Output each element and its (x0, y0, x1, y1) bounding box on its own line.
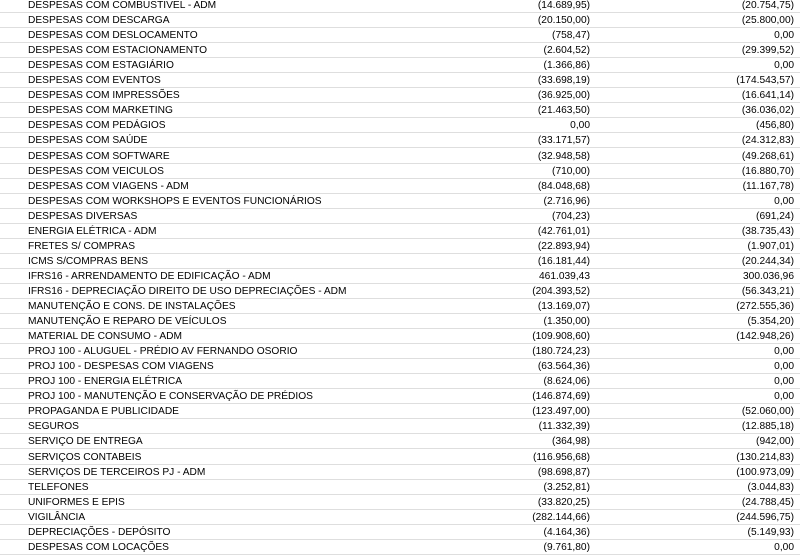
row-value-previous: (272.555,36) (736, 301, 794, 312)
row-value-current: (2.716,96) (543, 195, 590, 207)
row-description: UNIFORMES E EPIS (28, 496, 125, 508)
table-row (0, 299, 800, 314)
table-row (0, 450, 800, 465)
row-value-current: (710,00) (552, 165, 590, 177)
table-row (0, 359, 800, 374)
row-description: DESPESAS COM WORKSHOPS E EVENTOS FUNCIONÁRIOS (28, 195, 322, 207)
row-value-current: (146.874,69) (532, 391, 590, 403)
row-value-previous: 0,00 (774, 60, 794, 72)
row-value-current: (14.689,95) (537, 0, 590, 11)
row-value-previous: (100.973,09) (736, 466, 794, 478)
row-description: MANUTENÇÃO E REPARO DE VEÍCULOS (28, 316, 227, 328)
table-row (0, 510, 800, 525)
table-row (0, 284, 800, 299)
row-value-current: (364,98) (552, 436, 590, 448)
row-value-current: (3.252,81) (543, 481, 590, 493)
row-value-current: (20.150,00) (537, 15, 590, 27)
row-description: DESPESAS COM SAÚDE (28, 135, 148, 147)
row-value-previous: (1.907,01) (747, 240, 794, 252)
row-value-previous: 0,00 (774, 391, 794, 403)
table-row (0, 43, 800, 58)
row-value-current: (33.171,57) (537, 135, 590, 147)
row-value-current: (180.724,23) (532, 346, 590, 358)
row-value-current: (2.604,52) (543, 45, 590, 57)
row-value-previous: (5.354,20) (747, 316, 794, 328)
table-row (0, 28, 800, 43)
row-value-previous: (244.596,75) (736, 511, 794, 523)
row-description: PROPAGANDA E PUBLICIDADE (28, 406, 179, 418)
table-row (0, 419, 800, 434)
table-row (0, 194, 800, 209)
row-description: DESPESAS COM DESCARGA (28, 15, 170, 27)
row-value-previous: (56.343,21) (741, 285, 794, 297)
row-value-previous: (20.754,75) (741, 0, 794, 11)
table-row (0, 374, 800, 389)
table-row (0, 118, 800, 133)
table-row (0, 13, 800, 28)
row-value-current: (36.925,00) (537, 90, 590, 102)
row-description: FRETES S/ COMPRAS (28, 240, 135, 252)
row-description: MATERIAL DE CONSUMO - ADM (28, 331, 182, 343)
row-description: PROJ 100 - ENERGIA ELÉTRICA (28, 376, 182, 388)
row-value-previous: (142.948,26) (736, 331, 794, 343)
table-row (0, 164, 800, 179)
row-value-previous: (12.885,18) (741, 421, 794, 433)
row-description: SEGUROS (28, 421, 79, 433)
row-description: DESPESAS COM SOFTWARE (28, 150, 170, 162)
row-value-previous: (16.641,14) (741, 90, 794, 102)
row-value-current: (33.820,25) (537, 496, 590, 508)
row-description: DESPESAS COM VIAGENS - ADM (28, 180, 189, 192)
row-description: PROJ 100 - ALUGUEL - PRÉDIO AV FERNANDO OSORIO (28, 346, 298, 358)
row-description: DESPESAS COM LOCAÇÕES (28, 541, 169, 553)
row-description: SERVIÇO DE ENTREGA (28, 436, 143, 448)
table-row (0, 314, 800, 329)
table-row (0, 103, 800, 118)
table-row (0, 480, 800, 495)
row-value-current: (13.169,07) (537, 301, 590, 312)
row-description: DESPESAS COM MARKETING (28, 105, 173, 117)
row-description: DESPESAS COM DESLOCAMENTO (28, 30, 198, 42)
row-value-previous: (20.244,34) (741, 255, 794, 267)
row-description: DESPESAS COM ESTACIONAMENTO (28, 45, 208, 57)
table-row (0, 495, 800, 510)
row-description: DEPRECIAÇÕES - DEPÓSITO (28, 526, 171, 538)
row-value-current: (16.181,44) (537, 255, 590, 267)
row-description: IFRS16 - DEPRECIAÇÃO DIREITO DE USO DEPRECIAÇÕES - ADM (28, 285, 347, 297)
table-row (0, 239, 800, 254)
row-value-current: 0,00 (570, 120, 590, 132)
table-row (0, 254, 800, 269)
row-value-previous: (24.788,45) (741, 496, 794, 508)
row-value-current: (84.048,68) (537, 180, 590, 192)
row-value-current: (1.366,86) (543, 60, 590, 72)
row-description: DESPESAS COM ESTAGIÁRIO (28, 60, 174, 72)
row-value-previous: (691,24) (756, 210, 794, 222)
row-value-current: (123.497,00) (532, 406, 590, 418)
table-row (0, 149, 800, 164)
table-row (0, 269, 800, 284)
row-value-current: (21.463,50) (537, 105, 590, 117)
row-value-previous: 0,00 (774, 376, 794, 388)
row-value-previous: (942,00) (756, 436, 794, 448)
row-description: SERVIÇOS CONTABEIS (28, 451, 142, 463)
row-value-current: (22.893,94) (537, 240, 590, 252)
row-description: ENERGIA ELÉTRICA - ADM (28, 225, 157, 237)
row-value-current: (204.393,52) (532, 285, 590, 297)
table-row (0, 73, 800, 88)
table-row (0, 404, 800, 419)
row-description: MANUTENÇÃO E CONS. DE INSTALAÇÕES (28, 301, 236, 312)
table-row (0, 525, 800, 540)
row-description: ICMS S/COMPRAS BENS (28, 255, 149, 267)
table-row (0, 209, 800, 224)
row-description: TELEFONES (28, 481, 89, 493)
row-description: SERVIÇOS DE TERCEIROS PJ - ADM (28, 466, 206, 478)
table-row (0, 133, 800, 148)
row-description: IFRS16 - ARRENDAMENTO DE EDIFICAÇÃO - ADM (28, 270, 271, 282)
row-value-current: (4.164,36) (543, 526, 590, 538)
row-description: DESPESAS COM COMBUSTIVEL - ADM (28, 0, 217, 11)
table-row (0, 0, 800, 13)
row-description: DESPESAS COM IMPRESSÕES (28, 90, 180, 102)
table-row (0, 58, 800, 73)
row-value-previous: (24.312,83) (741, 135, 794, 147)
row-value-current: (704,23) (552, 210, 590, 222)
row-value-previous: (11.167,78) (742, 180, 794, 192)
row-value-previous: 300.036,96 (743, 270, 794, 282)
row-value-previous: (36.036,02) (741, 105, 794, 117)
row-description: PROJ 100 - MANUTENÇÃO E CONSERVAÇÃO DE PRÉDIOS (28, 391, 313, 403)
row-value-previous: (29.399,52) (741, 45, 794, 57)
row-value-previous: (130.214,83) (736, 451, 794, 463)
row-description: PROJ 100 - DESPESAS COM VIAGENS (28, 361, 214, 373)
table-row (0, 329, 800, 344)
row-value-current: (33.698,19) (537, 75, 590, 87)
row-value-previous: (5.149,93) (747, 526, 794, 538)
row-value-current: 461.039,43 (539, 270, 590, 282)
row-value-previous: 0,00 (774, 195, 794, 207)
row-value-current: (11.332,39) (538, 421, 590, 433)
row-value-previous: (52.060,00) (741, 406, 794, 418)
row-value-current: (1.350,00) (543, 316, 590, 328)
row-description: DESPESAS COM PEDÁGIOS (28, 120, 166, 132)
row-description: DESPESAS DIVERSAS (28, 210, 138, 222)
row-value-current: (282.144,66) (532, 511, 590, 523)
row-value-current: (758,47) (552, 30, 590, 42)
row-value-previous: (25.800,00) (741, 15, 794, 27)
row-value-previous: (456,80) (756, 120, 794, 132)
table-row (0, 344, 800, 359)
table-row (0, 434, 800, 449)
row-value-current: (98.698,87) (537, 466, 590, 478)
row-value-previous: 0,00 (774, 30, 794, 42)
table-row (0, 88, 800, 103)
row-value-previous: (16.880,70) (741, 165, 794, 177)
table-row (0, 179, 800, 194)
row-value-current: (109.908,60) (532, 331, 590, 343)
row-value-current: (42.761,01) (537, 225, 590, 237)
table-row (0, 224, 800, 239)
row-description: DESPESAS COM EVENTOS (28, 75, 161, 87)
row-description: DESPESAS COM VEICULOS (28, 165, 164, 177)
row-value-previous: (38.735,43) (741, 225, 794, 237)
row-description: VIGILÂNCIA (28, 511, 86, 523)
table-row (0, 389, 800, 404)
row-value-previous: (49.268,61) (741, 150, 794, 162)
row-value-previous: 0,00 (774, 346, 794, 358)
table-row (0, 465, 800, 480)
row-value-previous: (174.543,57) (736, 75, 794, 87)
row-value-current: (9.761,80) (543, 541, 590, 553)
row-value-current: (32.948,58) (537, 150, 590, 162)
row-value-previous: 0,00 (774, 361, 794, 373)
row-value-previous: 0,00 (774, 541, 794, 553)
row-value-current: (63.564,36) (537, 361, 590, 373)
table-row (0, 540, 800, 555)
row-value-current: (8.624,06) (543, 376, 590, 388)
row-value-previous: (3.044,83) (747, 481, 794, 493)
row-value-current: (116.956,68) (532, 451, 590, 463)
